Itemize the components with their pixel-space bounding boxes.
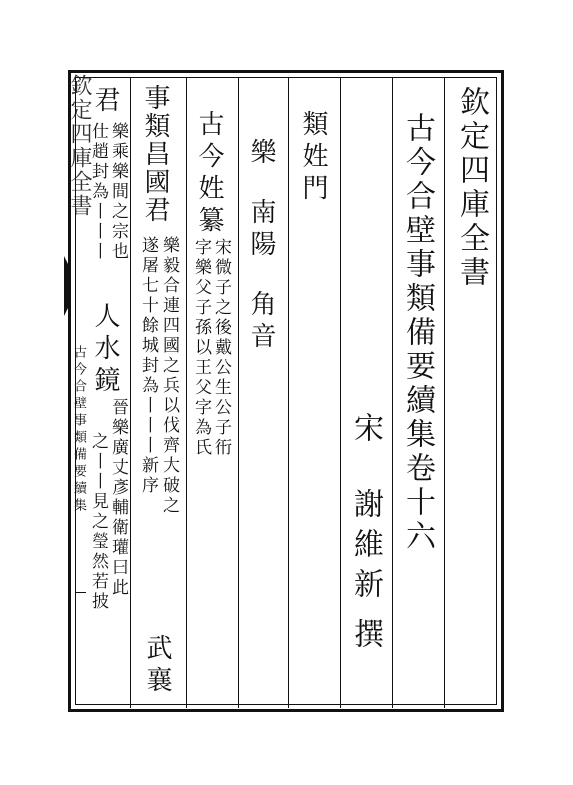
book-title: 古今合壁事類備要續集卷十六: [400, 112, 435, 554]
col1-note-left: 字樂父子孫以王父字為氏: [191, 238, 211, 458]
col1-heading: 古今姓纂: [194, 110, 224, 238]
col2-heading: 事類昌國君: [140, 84, 170, 224]
col2-note-left: 遂屠七十餘城封為丨丨丨新序: [138, 236, 158, 496]
column-rule: [186, 78, 187, 708]
section-heading: 類姓門: [298, 110, 328, 206]
dynasty: 宋: [348, 412, 383, 446]
entry-tone: 角音: [246, 290, 276, 354]
col3-note-left: 仕趙封為丨丨丨: [88, 122, 108, 262]
col3-mid: 人水鏡: [90, 302, 120, 398]
col1-note-right: 宋微子之後戴公生公子衎: [211, 238, 231, 458]
col3-note-right: 樂乘樂間之宗也: [108, 122, 128, 262]
col3-note-left-2: 之丨丨見之瑩然若披: [88, 432, 108, 612]
entry-surname: 樂: [246, 138, 276, 170]
col2-tail: 武襄: [142, 634, 172, 698]
page-frame: [68, 70, 504, 712]
column-rule: [340, 78, 341, 708]
column-rule: [288, 78, 289, 708]
author-role: 撰: [348, 618, 383, 652]
column-rule: [392, 78, 393, 708]
fore-edge-title: 古今合壁事類備要續集: [71, 345, 86, 515]
fore-edge-cut-title: 欽定四庫全書: [67, 74, 92, 218]
column-rule: [130, 78, 131, 708]
column-rule: [238, 78, 239, 708]
col3-note-right-2: 晉樂廣丈彥輔衛瓘曰此: [108, 398, 128, 598]
col3-heading: 君: [90, 86, 120, 118]
author-name: 謝維新: [348, 488, 383, 608]
library-title: 欽定四庫全書: [454, 86, 489, 290]
entry-origin: 南陽: [246, 198, 276, 262]
column-rule: [444, 78, 445, 708]
col2-note-right: 樂毅合連四國之兵以伐齊大破之: [159, 236, 179, 516]
